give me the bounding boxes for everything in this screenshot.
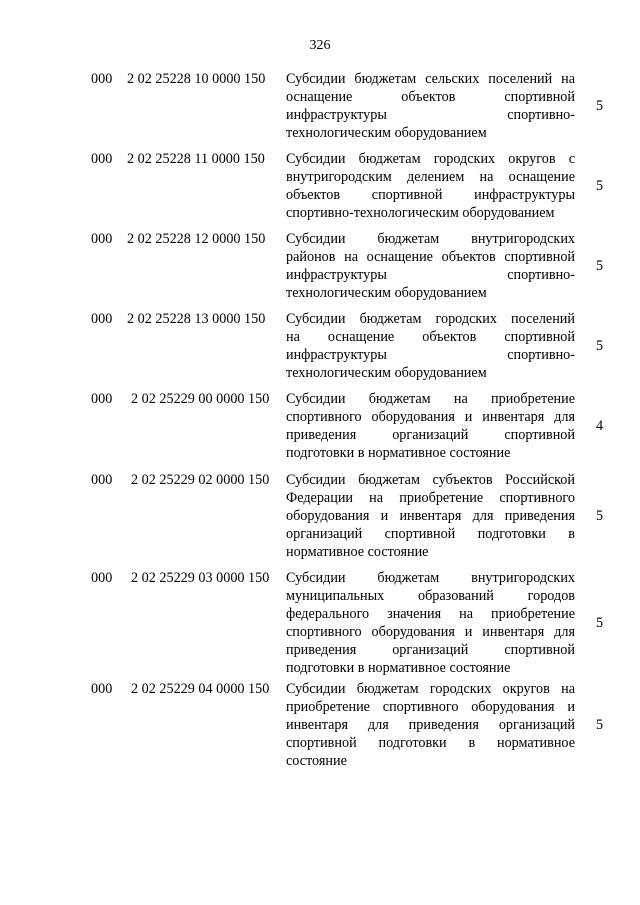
- budget-code: 2 02 25229 00 0000 150: [131, 391, 270, 407]
- description-line: оборудования и инвентаря для приведения: [286, 508, 575, 524]
- description-line: Субсидии бюджетам городских поселений: [286, 311, 575, 327]
- admin-code: 000: [91, 311, 113, 327]
- admin-code: 000: [91, 71, 113, 87]
- description: [286, 471, 575, 561]
- table-row: [0, 150, 640, 230]
- row-value: 5: [596, 178, 604, 194]
- admin-code: 000: [91, 151, 113, 167]
- budget-code: 2 02 25228 12 0000 150: [127, 231, 266, 247]
- description-line: Субсидии бюджетам внутригородских: [286, 570, 575, 586]
- table-row: [0, 310, 640, 390]
- description-line: спортивного оборудования и инвентаря для: [286, 624, 575, 640]
- description-line: Субсидии бюджетам субъектов Российской: [286, 472, 575, 488]
- description-line: технологическим оборудованием: [286, 365, 487, 381]
- description-line: внутригородским делением на оснащение: [286, 169, 575, 185]
- table-row: [0, 70, 640, 150]
- page-number: 326: [309, 38, 331, 53]
- budget-code: 2 02 25229 02 0000 150: [131, 472, 270, 488]
- description: [286, 230, 575, 302]
- description: [286, 70, 575, 142]
- row-value: 5: [596, 338, 604, 354]
- description-line: муниципальных образований городов: [286, 588, 575, 604]
- description-line: на оснащение объектов спортивной: [286, 329, 575, 345]
- budget-code: 2 02 25229 04 0000 150: [131, 681, 270, 697]
- description: [286, 569, 575, 677]
- description-line: Субсидии бюджетам городских округов с: [286, 151, 575, 167]
- description: [286, 310, 575, 382]
- row-value: 5: [596, 615, 604, 631]
- description-line: объектов спортивной инфраструктуры: [286, 187, 575, 203]
- description-line: организаций спортивной подготовки в: [286, 526, 575, 542]
- description-line: Субсидии бюджетам на приобретение: [286, 391, 575, 407]
- description: [286, 390, 575, 462]
- table-row: [0, 471, 640, 569]
- description-line: приобретение спортивного оборудования и: [286, 699, 575, 715]
- table-row: [0, 680, 640, 780]
- budget-code: 2 02 25228 13 0000 150: [127, 311, 266, 327]
- description-line: подготовки в нормативное состояние: [286, 445, 511, 461]
- description-line: нормативное состояние: [286, 544, 429, 560]
- budget-code: 2 02 25228 10 0000 150: [127, 71, 266, 87]
- admin-code: 000: [91, 472, 113, 488]
- description-line: инвентаря для приведения организаций: [286, 717, 575, 733]
- description-line: районов на оснащение объектов спортивной: [286, 249, 575, 265]
- description-line: Субсидии бюджетам внутригородских: [286, 231, 575, 247]
- admin-code: 000: [91, 391, 113, 407]
- admin-code: 000: [91, 681, 113, 697]
- description-line: Федерации на приобретение спортивного: [286, 490, 575, 506]
- row-value: 4: [596, 418, 604, 434]
- row-value: 5: [596, 258, 604, 274]
- row-value: 5: [596, 508, 604, 524]
- description-line: Субсидии бюджетам городских округов на: [286, 681, 575, 697]
- admin-code: 000: [91, 231, 113, 247]
- budget-classification-table: [0, 70, 640, 780]
- description-line: федерального значения на приобретение: [286, 606, 575, 622]
- description-line: оснащение объектов спортивной: [286, 89, 575, 105]
- row-value: 5: [596, 717, 604, 733]
- description-line: приведения организаций спортивной: [286, 642, 575, 658]
- description-line: инфраструктуры спортивно-: [286, 347, 575, 363]
- description-line: технологическим оборудованием: [286, 285, 487, 301]
- description-line: инфраструктуры спортивно-: [286, 267, 575, 283]
- admin-code: 000: [91, 570, 113, 586]
- budget-code: 2 02 25228 11 0000 150: [127, 151, 265, 167]
- table-row: [0, 569, 640, 680]
- table-row: [0, 390, 640, 471]
- description-line: технологическим оборудованием: [286, 125, 487, 141]
- description-line: спортивного оборудования и инвентаря для: [286, 409, 575, 425]
- description: [286, 680, 575, 770]
- budget-code: 2 02 25229 03 0000 150: [131, 570, 270, 586]
- description-line: спортивной подготовки в нормативное: [286, 735, 575, 751]
- row-value: 5: [596, 98, 604, 114]
- description: [286, 150, 575, 222]
- description-line: приведения организаций спортивной: [286, 427, 575, 443]
- description-line: подготовки в нормативное состояние: [286, 660, 511, 676]
- description-line: спортивно-технологическим оборудованием: [286, 205, 555, 221]
- description-line: инфраструктуры спортивно-: [286, 107, 575, 123]
- description-line: состояние: [286, 753, 347, 769]
- description-line: Субсидии бюджетам сельских поселений на: [286, 71, 575, 87]
- table-row: [0, 230, 640, 310]
